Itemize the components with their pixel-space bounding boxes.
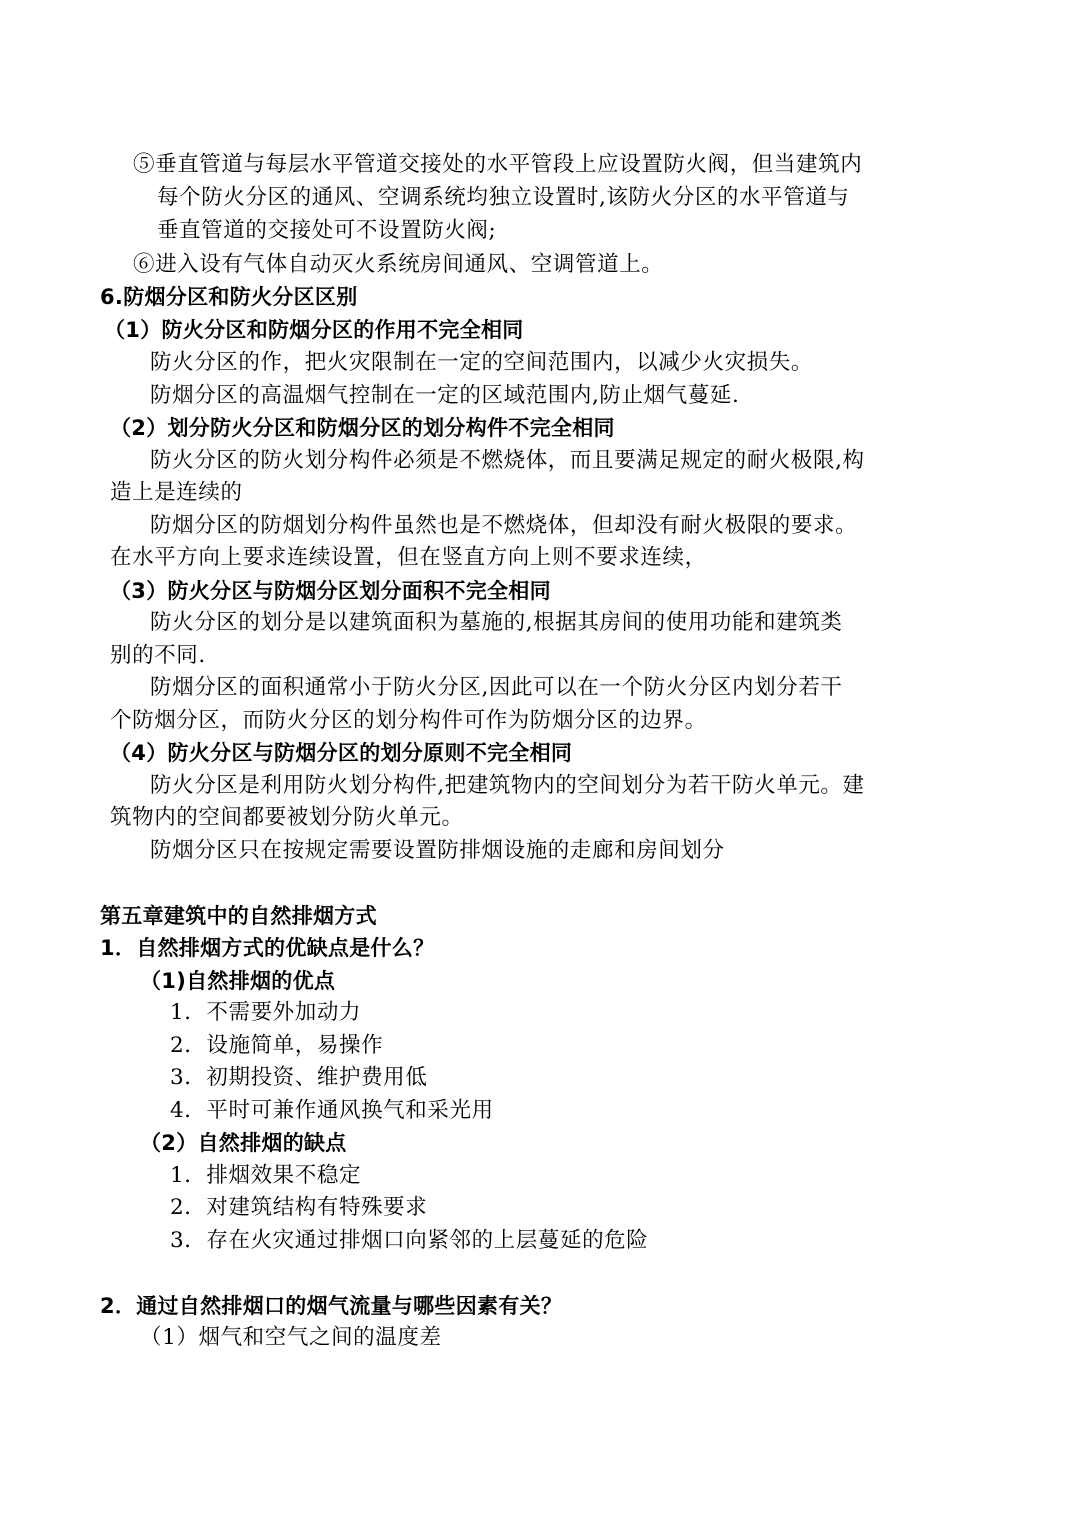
pros-item: 1．不需要外加动力 bbox=[170, 1000, 362, 1025]
diff3-p1-line1: 防火分区的划分是以建筑面积为墓施的,根据其房间的使用功能和建筑类 bbox=[150, 610, 843, 635]
diff1-p2: 防烟分区的高温烟气控制在一定的区域范围内,防止烟气蔓延. bbox=[150, 383, 740, 408]
diff1-heading: （1）防火分区和防烟分区的作用不完全相同 bbox=[104, 318, 524, 342]
diff4-heading: （4）防火分区与防烟分区的划分原则不完全相同 bbox=[110, 741, 573, 765]
pros-item: 2．设施简单，易操作 bbox=[170, 1033, 384, 1058]
diff2-p2-line1: 防烟分区的防烟划分构件虽然也是不燃烧体，但却没有耐火极限的要求。 bbox=[150, 513, 858, 538]
item5-line3: 垂直管道的交接处可不设置防火阀; bbox=[157, 218, 497, 243]
item5-line1: ⑤垂直管道与每层水平管道交接处的水平管段上应设置防火阀，但当建筑内 bbox=[133, 152, 863, 177]
q1-heading: 1．自然排烟方式的优缺点是什么？ bbox=[100, 936, 435, 960]
diff3-p2-line1: 防烟分区的面积通常小于防火分区,因此可以在一个防火分区内划分若干 bbox=[150, 675, 843, 700]
diff3-p2-line2: 个防烟分区，而防火分区的划分构件可作为防烟分区的边界。 bbox=[110, 708, 707, 733]
section6-heading: 6.防烟分区和防火分区区别 bbox=[100, 285, 358, 309]
q2-factor1: （1）烟气和空气之间的温度差 bbox=[140, 1325, 442, 1350]
pros-item: 4．平时可兼作通风换气和采光用 bbox=[170, 1098, 494, 1123]
diff1-p1: 防火分区的作，把火灾限制在一定的空间范围内，以减少火灾损失。 bbox=[150, 350, 814, 375]
item5-line2: 每个防火分区的通风、空调系统均独立设置时,该防火分区的水平管道与 bbox=[157, 185, 850, 210]
pros-item: 3．初期投资、维护费用低 bbox=[170, 1065, 428, 1090]
diff3-heading: （3）防火分区与防烟分区划分面积不完全相同 bbox=[110, 579, 551, 603]
diff2-p1-line2: 造上是连续的 bbox=[110, 480, 243, 505]
diff4-p1-line1: 防火分区是利用防火划分构件,把建筑物内的空间划分为若干防火单元。建 bbox=[150, 773, 865, 798]
diff2-p1-line1: 防火分区的防火划分构件必须是不燃烧体，而且要满足规定的耐火极限,构 bbox=[150, 448, 865, 473]
diff2-heading: （2）划分防火分区和防烟分区的划分构件不完全相同 bbox=[110, 416, 615, 440]
cons-heading: （2）自然排烟的缺点 bbox=[140, 1131, 347, 1155]
cons-item: 1．排烟效果不稳定 bbox=[170, 1163, 362, 1188]
chapter5-title: 第五章建筑中的自然排烟方式 bbox=[100, 904, 377, 928]
pros-heading: （1)自然排烟的优点 bbox=[140, 969, 336, 993]
diff2-p2-line2: 在水平方向上要求连续设置，但在竖直方向上则不要求连续， bbox=[110, 545, 707, 570]
cons-item: 3．存在火灾通过排烟口向紧邻的上层蔓延的危险 bbox=[170, 1228, 649, 1253]
cons-item: 2．对建筑结构有特殊要求 bbox=[170, 1195, 428, 1220]
diff4-p1-line2: 筑物内的空间都要被划分防火单元。 bbox=[110, 805, 464, 830]
item6: ⑥进入设有气体自动灭火系统房间通风、空调管道上。 bbox=[133, 252, 664, 277]
diff3-p1-line2: 别的不同. bbox=[110, 643, 206, 668]
diff4-p2: 防烟分区只在按规定需要设置防排烟设施的走廊和房间划分 bbox=[150, 838, 725, 863]
q2-heading: 2．通过自然排烟口的烟气流量与哪些因素有关？ bbox=[100, 1294, 563, 1318]
